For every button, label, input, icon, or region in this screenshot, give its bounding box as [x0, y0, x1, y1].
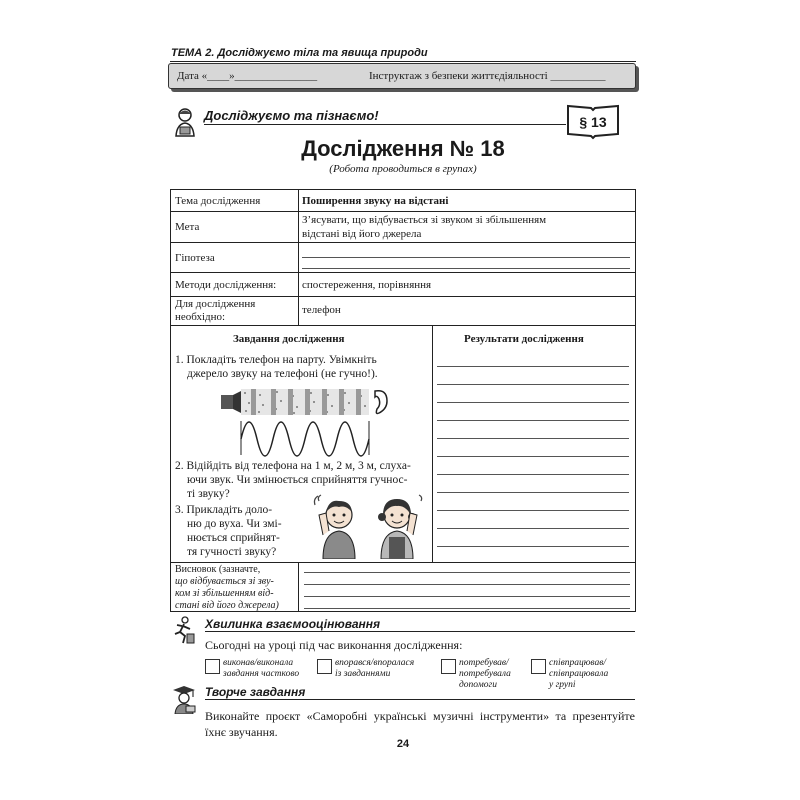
- checkbox-cooperated-in-group[interactable]: [531, 659, 546, 674]
- creative-task-title: Творче завдання: [205, 685, 306, 699]
- creative-task-text: Виконайте проєкт «Саморобні українські музичні інструменти» та презентуйте їхнє звучання.: [205, 709, 635, 739]
- study-subtitle: (Робота проводиться в групах): [329, 163, 477, 175]
- task-2-line-1: 2. Відійдіть від телефона на 1 м, 2 м, 3 м, слуха-: [175, 460, 411, 472]
- task-1-line-2: джерело звуку на телефоні (не гучно!).: [187, 368, 378, 380]
- hypothesis-write-line[interactable]: [302, 268, 630, 269]
- needed-value: телефон: [302, 304, 341, 316]
- option-label: завдання частково: [223, 669, 300, 679]
- hypothesis-label: Гіпотеза: [175, 252, 215, 264]
- checkbox-partially-done[interactable]: [205, 659, 220, 674]
- topic-label: Тема дослідження: [175, 195, 261, 207]
- task-2-line-3: ті звуку?: [187, 488, 230, 500]
- option-label: допомоги: [459, 680, 497, 690]
- checkbox-coped-with-tasks[interactable]: [317, 659, 332, 674]
- hypothesis-write-line[interactable]: [302, 257, 630, 258]
- topic-value: Поширення звуку на відстані: [302, 195, 449, 207]
- conclusion-label-3: ком зі збільшенням від-: [175, 588, 274, 599]
- option-label: виконав/виконала: [223, 658, 294, 668]
- running-student-icon: [171, 616, 195, 644]
- goal-label: Мета: [175, 221, 200, 233]
- section-title: Досліджуємо та пізнаємо!: [204, 108, 379, 123]
- goal-value-1: З’ясувати, що відбувається зі звуком зі збільшенням: [302, 214, 547, 226]
- topic-heading: ТЕМА 2. Досліджуємо тіла та явища природи: [171, 47, 428, 59]
- section-divider: [204, 124, 566, 125]
- children-listening-illustration-icon: [309, 493, 429, 559]
- graduate-student-icon: [172, 684, 196, 714]
- conclusion-label-1: Висновок (зазначте,: [175, 564, 261, 575]
- date-bar: [168, 63, 636, 89]
- sound-wave-illustration-icon: [215, 387, 397, 457]
- date-field[interactable]: Дата «____»_______________: [177, 70, 318, 82]
- results-header: Результати дослідження: [464, 333, 584, 345]
- assessment-prompt: Сьогодні на уроці під час виконання дослідження:: [205, 638, 463, 652]
- methods-label: Методи дослідження:: [175, 279, 277, 291]
- option-label: потребувала: [459, 669, 511, 679]
- conclusion-label-4: стані від його джерела): [175, 600, 279, 611]
- page-number: 24: [396, 738, 410, 750]
- option-label: впорався/впоралася: [335, 658, 415, 668]
- student-reading-icon: [172, 106, 198, 138]
- task-2-line-2: ючи звук. Чи змінюється сприйняття гучнос-: [187, 474, 408, 486]
- tasks-header: Завдання дослідження: [233, 333, 345, 345]
- option-label: співпрацювала: [549, 669, 609, 679]
- study-title: Дослідження № 18: [301, 136, 505, 161]
- option-label: із завданнями: [335, 669, 391, 679]
- assessment-title: Хвилинка взаємооцінювання: [205, 617, 381, 631]
- needed-label-1: Для дослідження: [175, 298, 256, 310]
- study-table: [170, 189, 636, 612]
- option-label: у групі: [549, 680, 576, 690]
- needed-label-2: необхідно:: [175, 311, 226, 323]
- task-3-line-4: тя гучності звуку?: [187, 546, 277, 558]
- topic-divider: [170, 61, 636, 62]
- checkbox-needed-help[interactable]: [441, 659, 456, 674]
- task-3-line-2: ню до вуха. Чи змі-: [187, 518, 282, 530]
- paragraph-badge: § 13: [579, 114, 607, 130]
- safety-briefing-field[interactable]: Інструктаж з безпеки життєдіяльності __________: [369, 70, 606, 82]
- task-3-line-1: 3. Прикладіть доло-: [175, 504, 273, 516]
- option-label: співпрацював/: [549, 658, 606, 668]
- goal-value-2: відстані від його джерела: [302, 228, 422, 240]
- assessment-divider: [205, 631, 635, 632]
- creative-task-divider: [205, 699, 635, 700]
- task-1-line-1: 1. Покладіть телефон на парту. Увімкніть: [175, 354, 377, 366]
- methods-value: спостереження, порівняння: [302, 279, 432, 291]
- option-label: потребував/: [459, 658, 509, 668]
- conclusion-label-2: що відбувається зі зву-: [175, 576, 274, 587]
- task-3-line-3: нюється сприйнят-: [187, 532, 280, 544]
